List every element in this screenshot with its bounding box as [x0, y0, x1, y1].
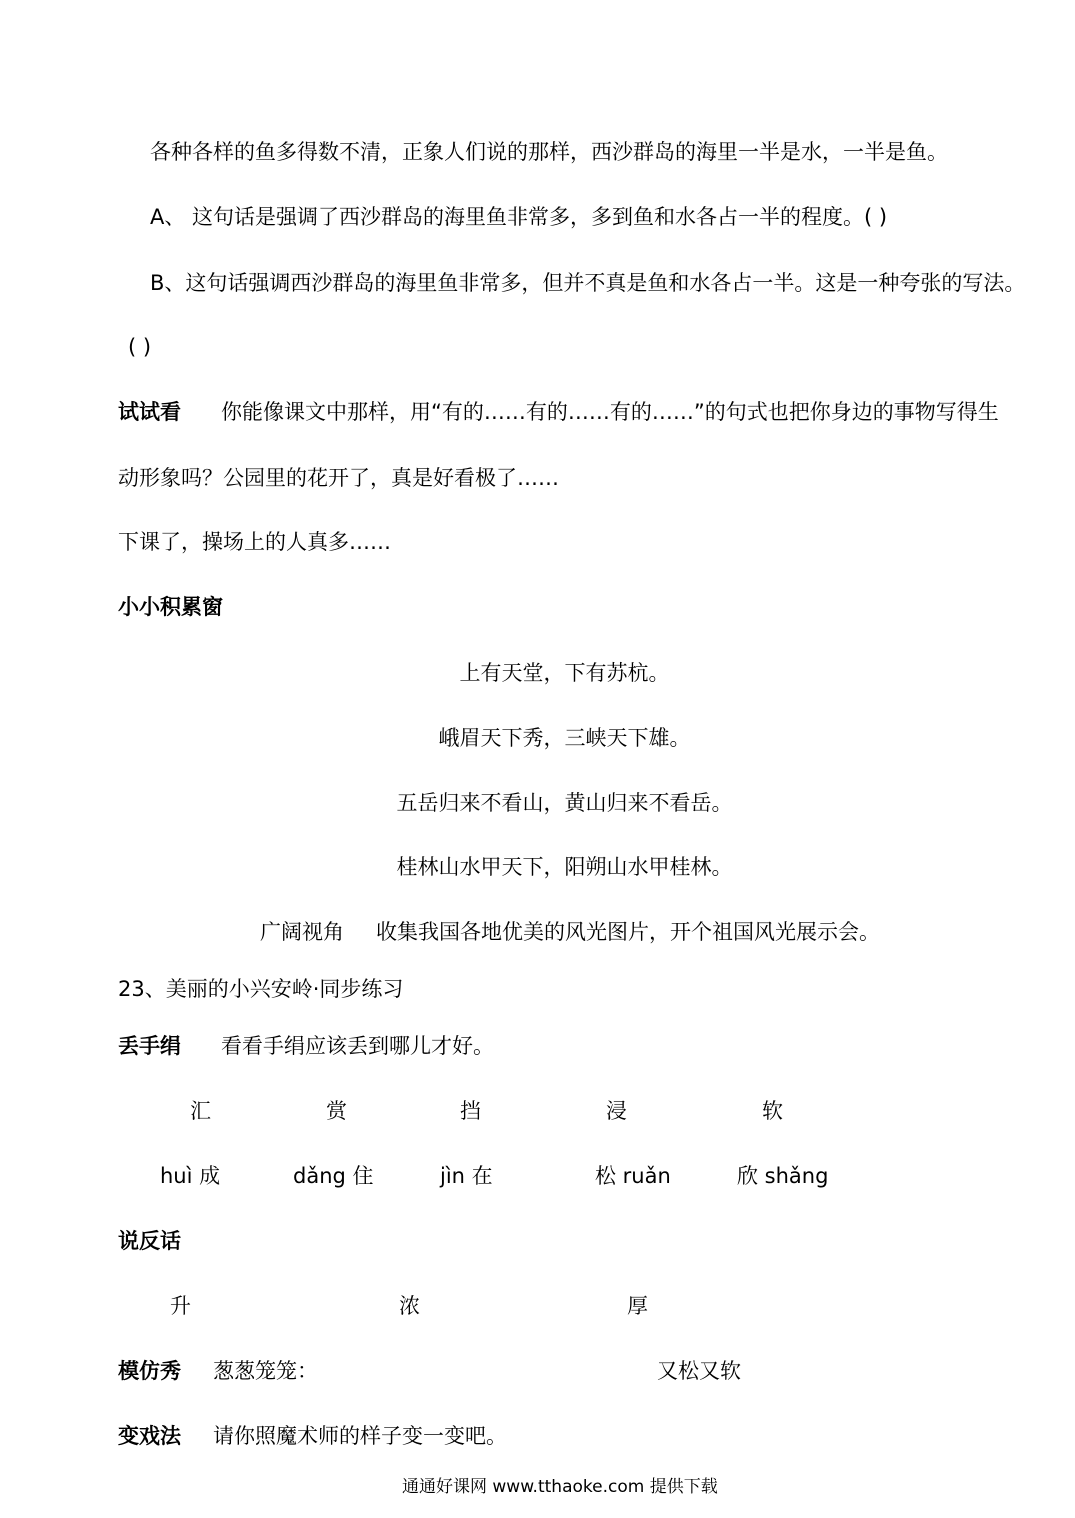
magic-line	[118, 1421, 507, 1451]
wide-view-label: 广阔视角	[260, 920, 344, 944]
antonym-char: 升	[170, 1294, 191, 1318]
handkerchief-text: 看看手绢应该丢到哪儿才好。	[221, 1034, 494, 1058]
hanzi-char: 挡	[460, 1099, 481, 1123]
lesson-title: 23、美丽的小兴安岭·同步练习	[118, 977, 404, 1001]
imitate-line	[118, 1356, 318, 1386]
magic-label: 变戏法	[118, 1424, 181, 1448]
imitate-left: 葱葱笼笼：	[213, 1359, 318, 1383]
option-a-text: A、 这句话是强调了西沙群岛的海里鱼非常多，多到鱼和水各占一半的程度。( )	[150, 205, 888, 229]
hanzi-char: 赏	[326, 1099, 347, 1123]
option-b-paren: ( )	[128, 335, 152, 359]
imitate-label: 模仿秀	[118, 1359, 181, 1383]
wide-view-text: 收集我国各地优美的风光图片，开个祖国风光展示会。	[376, 920, 880, 944]
handkerchief-label: 丢手绢	[118, 1034, 181, 1058]
proverb-3: 五岳归来不看山，黄山归来不看岳。	[396, 791, 733, 815]
hanzi-char: 汇	[190, 1099, 211, 1123]
try-it-line3: 下课了，操场上的人真多……	[118, 530, 391, 554]
pinyin-word: 欣 shǎng	[737, 1164, 829, 1188]
footer-text: 通通好课网 www.tthaoke.com 提供下载	[402, 1477, 718, 1497]
proverb-4: 桂林山水甲天下，阳朔山水甲桂林。	[396, 855, 733, 879]
pinyin-word: huì 成	[160, 1164, 221, 1188]
hanzi-char: 浸	[606, 1099, 627, 1123]
try-it-label: 试试看	[118, 400, 181, 424]
pinyin-word: dǎng 住	[293, 1164, 374, 1188]
option-b-text: B、这句话强调西沙群岛的海里鱼非常多，但并不真是鱼和水各占一半。这是一种夸张的写法。	[150, 271, 1026, 295]
proverb-2: 峨眉天下秀，三峡天下雄。	[438, 726, 691, 750]
pinyin-word: 松 ruǎn	[595, 1164, 671, 1188]
antonyms-label: 说反话	[118, 1229, 181, 1253]
pinyin-word: jìn 在	[440, 1164, 493, 1188]
antonym-char: 浓	[399, 1294, 420, 1318]
proverb-1: 上有天堂，下有苏杭。	[459, 661, 670, 685]
try-it-line1	[118, 397, 999, 427]
try-it-text: 你能像课文中那样，用“有的……有的……有的……”的句式也把你身边的事物写得生	[221, 400, 999, 424]
imitate-right: 又松又软	[657, 1359, 741, 1383]
antonym-char: 厚	[627, 1294, 648, 1318]
wide-view-line	[260, 917, 880, 947]
accumulate-label: 小小积累窗	[118, 595, 223, 619]
magic-text: 请你照魔术师的样子变一变吧。	[213, 1424, 507, 1448]
sentence-text: 各种各样的鱼多得数不清，正象人们说的那样，西沙群岛的海里一半是水，一半是鱼。	[150, 140, 948, 164]
try-it-line2: 动形象吗？公园里的花开了，真是好看极了……	[118, 466, 559, 490]
handkerchief-line	[118, 1031, 494, 1061]
hanzi-char: 软	[762, 1099, 783, 1123]
